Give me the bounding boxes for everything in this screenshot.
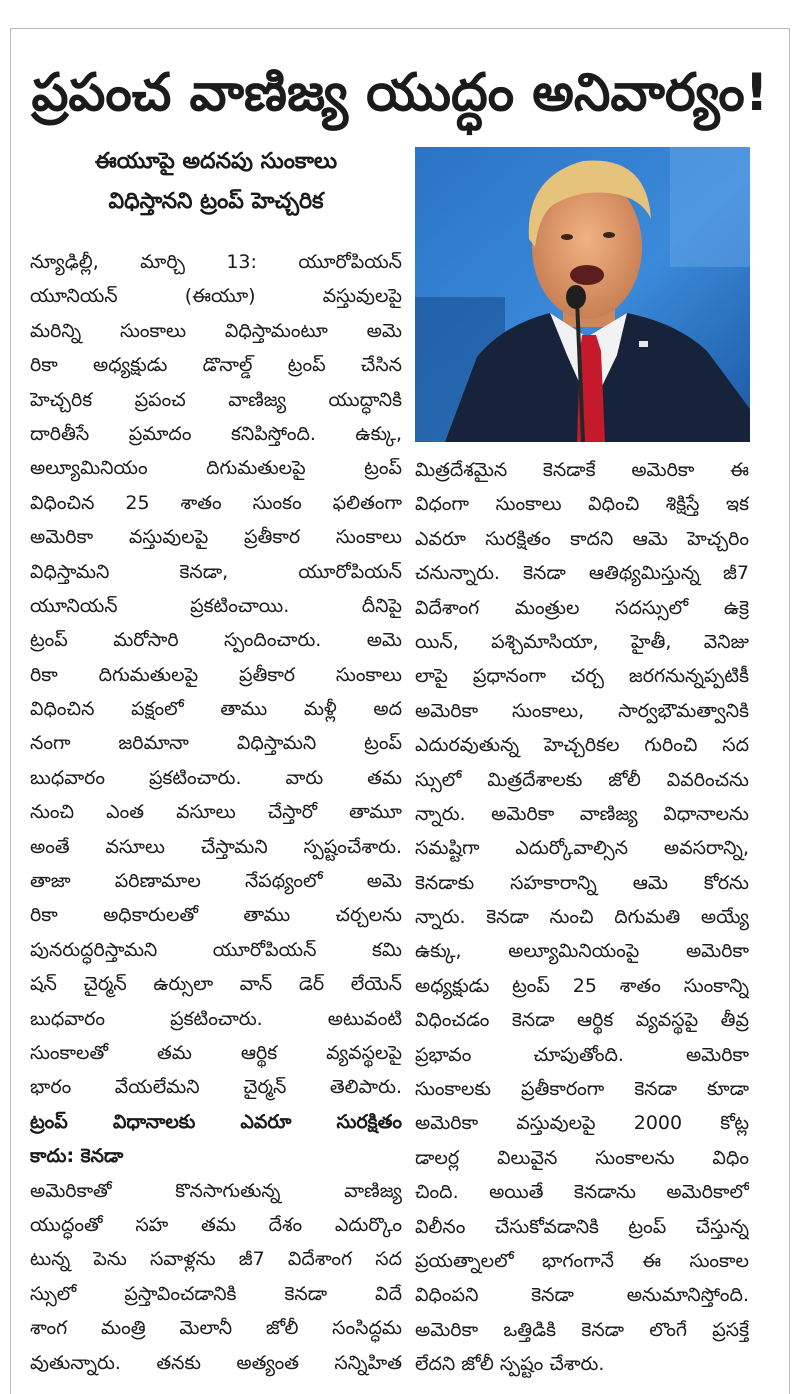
body-text-line: ఎదురవుతున్న హెచ్చరికల గురించి సద — [415, 734, 749, 757]
body-text-line: విలీనం చేసుకోవడానికి ట్రంప్ చేస్తున్న — [415, 1215, 749, 1238]
body-text-line: అమెరికా వస్తువులపై 2000 కోట్ల — [415, 1112, 749, 1135]
body-text-line: టున్న పెను సవాళ్లను జీ7 విదేశాంగ సద — [30, 1248, 402, 1271]
headline: ప్రపంచ వాణిజ్య యుద్ధం అనివార్యం! — [31, 63, 769, 123]
body-text-line: దారితీసే ప్రమాదం కనిపిస్తోంది. ఉక్కు, — [30, 422, 402, 445]
body-text-line: యూనియన్ (ఈయూ) వస్తువులపై — [30, 285, 402, 308]
section-heading-line: ట్రంప్ విధానాలకు ఎవరూ సురక్షితం — [30, 1110, 402, 1133]
body-text-line: హెచ్చరిక ప్రపంచ వాణిజ్య యుద్ధానికి — [30, 388, 402, 411]
body-text-line: ట్రంప్ మరోసారి స్పందించారు. అమె — [30, 629, 402, 652]
body-text-line: స్సులో మిత్రదేశాలకు జోలీ వివరించను — [415, 768, 749, 791]
body-text-line: విధించిన పక్షంలో తాము మళ్లీ అద — [30, 698, 402, 721]
subheadline-line: విధిస్తానని ట్రంప్ హెచ్చరిక — [108, 189, 324, 214]
article-photo — [415, 147, 750, 442]
body-text-line: బుధవారం ప్రకటించారు. వారు తమ — [30, 766, 402, 789]
body-text-line: విధించిన 25 శాతం సుంకం ఫలితంగా — [30, 491, 402, 514]
body-text-line: విధిస్తామని కెనడా, యూరోపియన్ — [30, 560, 402, 583]
body-text-line: స్సులో ప్రస్తావించడానికి కెనడా విదే — [30, 1282, 402, 1305]
body-text-line: మరిన్ని సుంకాలు విధిస్తామంటూ అమె — [30, 319, 402, 342]
body-text-line: నుంచి ఎంత వసూలు చేస్తారో తామూ — [30, 801, 402, 824]
body-text-line: వుతున్నారు. తనకు అత్యంత సన్నిహిత — [30, 1351, 402, 1374]
body-text-line: ఉక్కు, అల్యూమినియంపై అమెరికా — [415, 940, 749, 963]
body-text-line: డాలర్ల విలువైన సుంకాలను విధిం — [415, 1146, 749, 1169]
body-text-line: విధంగా సుంకాలు విధించి శిక్షిస్తే ఇక — [415, 493, 749, 516]
body-text-line: విదేశాంగ మంత్రుల సదస్సులో ఉక్రె — [415, 596, 749, 619]
body-text-line: ప్రయత్నాలలో భాగంగానే ఈ సుంకాల — [415, 1249, 749, 1272]
body-text-line: అమెరికా వస్తువులపై ప్రతీకార సుంకాలు — [30, 526, 402, 549]
body-text-line: ప్రభావం చూపుతోంది. అమెరికా — [415, 1043, 749, 1066]
body-text-line: అధ్యక్షుడు ట్రంప్ 25 శాతం సుంకాన్ని — [415, 974, 749, 997]
body-text-line: రికా దిగుమతులపై ప్రతీకార సుంకాలు — [30, 663, 402, 686]
body-text-line: న్నారు. కెనడా నుంచి దిగుమతి అయ్యే — [415, 906, 749, 929]
body-text-line: శాంగ మంత్రి మెలానీ జోలీ సంసిద్ధమ — [30, 1317, 402, 1340]
body-text-line: లేదని జోలీ స్పష్టం చేశారు. — [415, 1353, 605, 1376]
body-text-line: లాపై ప్రధానంగా చర్చ జరగనున్నప్పటికీ — [415, 665, 749, 688]
body-text-line: మిత్రదేశమైన కెనడాకే అమెరికా ఈ — [415, 459, 749, 481]
section-heading-line: కాదు: కెనడా — [30, 1145, 124, 1168]
subheadline — [30, 142, 402, 222]
body-text-line: అమెరికా సుంకాలు, సార్వభౌమత్వానికి — [415, 699, 749, 722]
left-column — [30, 245, 402, 1380]
body-text-line: న్యూఢిల్లీ, మార్చి 13: యూరోపియన్ — [30, 251, 402, 273]
body-text-line: భారం వేయలేమని చైర్మన్ తెలిపారు. — [30, 1076, 402, 1099]
body-text-line: సుంకాలతో తమ ఆర్థిక వ్యవస్థలపై — [30, 1041, 402, 1064]
body-text-line: కెనడాకు సహకారాన్ని ఆమె కోరను — [415, 871, 749, 894]
body-text-line: చింది. అయితే కెనడాను అమెరికాలో — [415, 1181, 749, 1204]
body-text-line: బుధవారం ప్రకటించారు. అటువంటి — [30, 1007, 402, 1030]
body-text-line: సుంకాలకు ప్రతీకారంగా కెనడా కూడా — [415, 1078, 749, 1101]
body-text-line: విధింపని కెనడా అనుమానిస్తోంది. — [415, 1284, 749, 1307]
body-text-line: న్నారు. అమెరికా వాణిజ్య విధానాలను — [415, 802, 749, 825]
body-text-line: విధించడం కెనడా ఆర్థిక వ్యవస్థపై తీవ్ర — [415, 1009, 749, 1032]
body-text-line: పునరుద్ధరిస్తామని యూరోపియన్ కమి — [30, 938, 402, 961]
body-text-line: రికా అధ్యక్షుడు డొనాల్డ్ ట్రంప్ చేసిన — [30, 354, 402, 377]
body-text-line: సమష్టిగా ఎదుర్కోవాల్సిన అవసరాన్ని, — [415, 837, 749, 860]
body-text-line: యిన్, పశ్చిమాసియా, హైతీ, వెనిజు — [415, 630, 749, 653]
body-text-line: యుద్ధంతో సహ తమ దేశం ఎదుర్కొం — [30, 1213, 402, 1236]
body-text-line: షన్ చైర్మన్ ఉర్సులా వాన్ డెర్ లేయెన్ — [30, 973, 402, 996]
body-text-line: అమెరికా ఒత్తిడికి కెనడా లొంగే ప్రసక్తే — [415, 1318, 749, 1341]
body-text-line: అమెరికాతో కొనసాగుతున్న వాణిజ్య — [30, 1179, 402, 1202]
body-text-line: అంతే వసూలు చేస్తామని స్పష్టంచేశారు. — [30, 835, 402, 858]
body-text-line: అల్యూమినియం దిగుమతులపై ట్రంప్ — [30, 457, 402, 480]
right-column — [415, 453, 749, 1382]
body-text-line: తాజా పరిణామాల నేపథ్యంలో అమె — [30, 870, 402, 893]
body-text-line: రికా అధికారులతో తాము చర్చలను — [30, 904, 402, 927]
body-text-line: ఎవరూ సురక్షితం కాదని ఆమె హెచ్చరిం — [415, 527, 749, 550]
body-text-line: చనున్నారు. కెనడా ఆతిథ్యమిస్తున్న జీ7 — [415, 562, 749, 585]
body-text-line: నంగా జరిమానా విధిస్తామని ట్రంప్ — [30, 732, 402, 755]
body-text-line: యూనియన్ ప్రకటించాయి. దీనిపై — [30, 594, 402, 617]
subheadline-line: ఈయూపై అదనపు సుంకాలు — [94, 149, 338, 174]
